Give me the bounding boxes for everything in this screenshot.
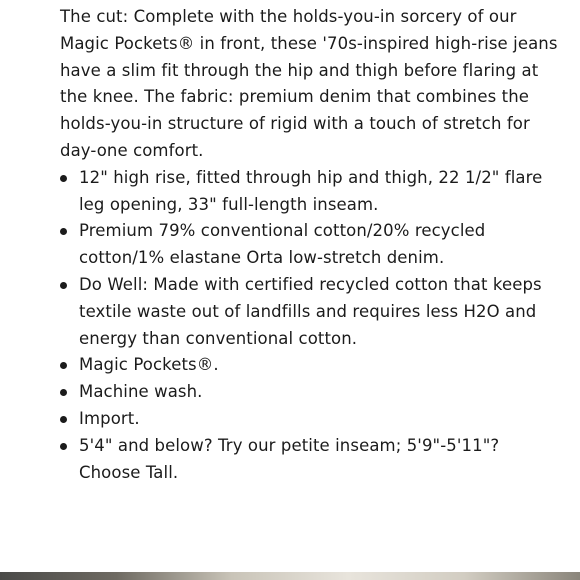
- description-intro: The cut: Complete with the holds-you-in sorcery of our Magic Pockets® in front, these '70s-inspired high-rise jeans have a slim fit through the hip and thigh before flaring at the knee. The fabric: premium denim that combines the holds-you-in structure of rigid with a touch of stretch for day-one comfort.: [60, 7, 558, 160]
- bullet-icon: [60, 282, 67, 289]
- list-item-text: Machine wash.: [79, 382, 203, 402]
- bullet-icon: [60, 228, 67, 235]
- list-item: [60, 352, 566, 379]
- bullet-icon: [60, 389, 67, 396]
- list-item: [60, 433, 566, 487]
- list-item-text: Magic Pockets®.: [79, 355, 219, 375]
- list-item: [60, 272, 566, 352]
- bullet-icon: [60, 416, 67, 423]
- list-item-text: Premium 79% conventional cotton/20% recycled cotton/1% elastane Orta low-stretch denim.: [79, 221, 486, 268]
- photo-edge-strip: [0, 572, 580, 580]
- list-item: [60, 218, 566, 272]
- bullet-icon: [60, 362, 67, 369]
- list-item-text: 5'4" and below? Try our petite inseam; 5'9"-5'11"? Choose Tall.: [79, 435, 500, 482]
- list-item: [60, 165, 566, 219]
- list-item-text: Import.: [79, 408, 140, 428]
- list-item: [60, 406, 566, 433]
- feature-list: [60, 165, 566, 487]
- list-item-text: 12" high rise, fitted through hip and thigh, 22 1/2" flare leg opening, 33" full-length inseam.: [79, 167, 543, 214]
- bullet-icon: [60, 175, 67, 182]
- list-item-text: Do Well: Made with certified recycled cotton that keeps textile waste out of landfills and requires less H2O and energy than conventional cotton.: [79, 274, 542, 348]
- bullet-icon: [60, 443, 67, 450]
- list-item: [60, 379, 566, 406]
